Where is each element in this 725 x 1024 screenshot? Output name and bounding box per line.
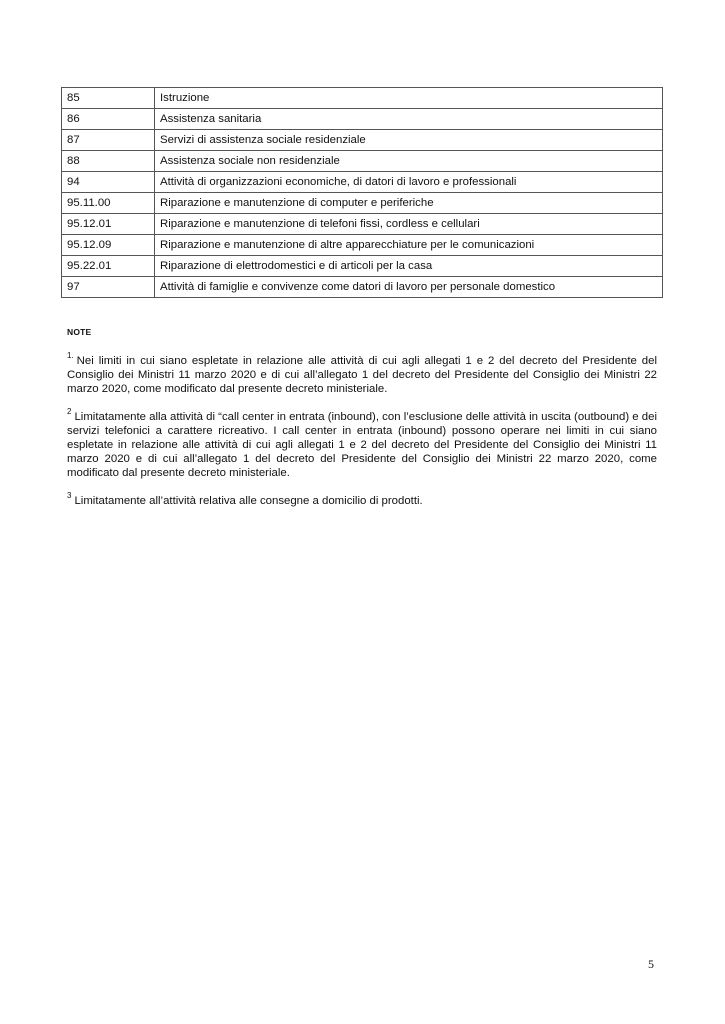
- table-row: [62, 109, 663, 130]
- code-cell: 95.12.09: [62, 235, 155, 256]
- description-cell: Riparazione e manutenzione di altre apparecchiature per le comunicazioni: [155, 235, 663, 256]
- table-row: [62, 172, 663, 193]
- table-row: [62, 256, 663, 277]
- ateco-codes-table: [61, 87, 663, 298]
- footnote-text: Limitatamente alla attività di “call center in entrata (inbound), con l’esclusione delle attività in uscita (outbound) e dei servizi telefonici a carattere ricreativo. I call center in entrata (inbound) possono operare nei limiti in cui siano espletate in relazione alle attività di cui agli allegati 1 e 2 del decreto del Presidente del Consiglio dei Ministri 11 marzo 2020 e di cui all’allegato 1 del decreto del Presidente del Consiglio dei Ministri 22 marzo 2020, come modificato dal presente decreto ministeriale.: [67, 411, 657, 479]
- footnote-marker: 1.: [67, 351, 74, 361]
- footnote-1: [67, 351, 657, 396]
- footnote-marker: 3: [67, 491, 72, 501]
- description-cell: Servizi di assistenza sociale residenziale: [155, 130, 663, 151]
- footnote-marker: 2: [67, 407, 72, 417]
- code-cell: 95.12.01: [62, 214, 155, 235]
- description-cell: Riparazione e manutenzione di telefoni fissi, cordless e cellulari: [155, 214, 663, 235]
- description-cell: Attività di organizzazioni economiche, di datori di lavoro e professionali: [155, 172, 663, 193]
- table-body: [62, 88, 663, 298]
- code-cell: 88: [62, 151, 155, 172]
- footnote-text: Limitatamente all’attività relativa alle consegne a domicilio di prodotti.: [74, 495, 423, 507]
- table-row: [62, 214, 663, 235]
- code-cell: 95.11.00: [62, 193, 155, 214]
- description-cell: Assistenza sanitaria: [155, 109, 663, 130]
- code-cell: 94: [62, 172, 155, 193]
- description-cell: Istruzione: [155, 88, 663, 109]
- footnote-3: [67, 491, 657, 508]
- table-row: [62, 151, 663, 172]
- table-row: [62, 193, 663, 214]
- code-cell: 87: [62, 130, 155, 151]
- table-row: [62, 130, 663, 151]
- description-cell: Riparazione e manutenzione di computer e periferiche: [155, 193, 663, 214]
- description-cell: Assistenza sociale non residenziale: [155, 151, 663, 172]
- code-cell: 86: [62, 109, 155, 130]
- notes-section: [67, 351, 657, 522]
- code-cell: 97: [62, 277, 155, 298]
- table-row: [62, 235, 663, 256]
- table-row: [62, 277, 663, 298]
- footnote-text: Nei limiti in cui siano espletate in relazione alle attività di cui agli allegati 1 e 2 del decreto del Presidente del Consiglio dei Ministri 11 marzo 2020 e di cui all’allegato 1 del decreto del Presidente del Consiglio dei Ministri 22 marzo 2020, come modificato dal presente decreto ministeriale.: [67, 355, 657, 395]
- code-cell: 95.22.01: [62, 256, 155, 277]
- notes-heading: NOTE: [67, 327, 92, 337]
- code-cell: 85: [62, 88, 155, 109]
- description-cell: Attività di famiglie e convivenze come datori di lavoro per personale domestico: [155, 277, 663, 298]
- description-cell: Riparazione di elettrodomestici e di articoli per la casa: [155, 256, 663, 277]
- page-number: 5: [648, 957, 654, 971]
- footnote-2: [67, 407, 657, 480]
- table-row: [62, 88, 663, 109]
